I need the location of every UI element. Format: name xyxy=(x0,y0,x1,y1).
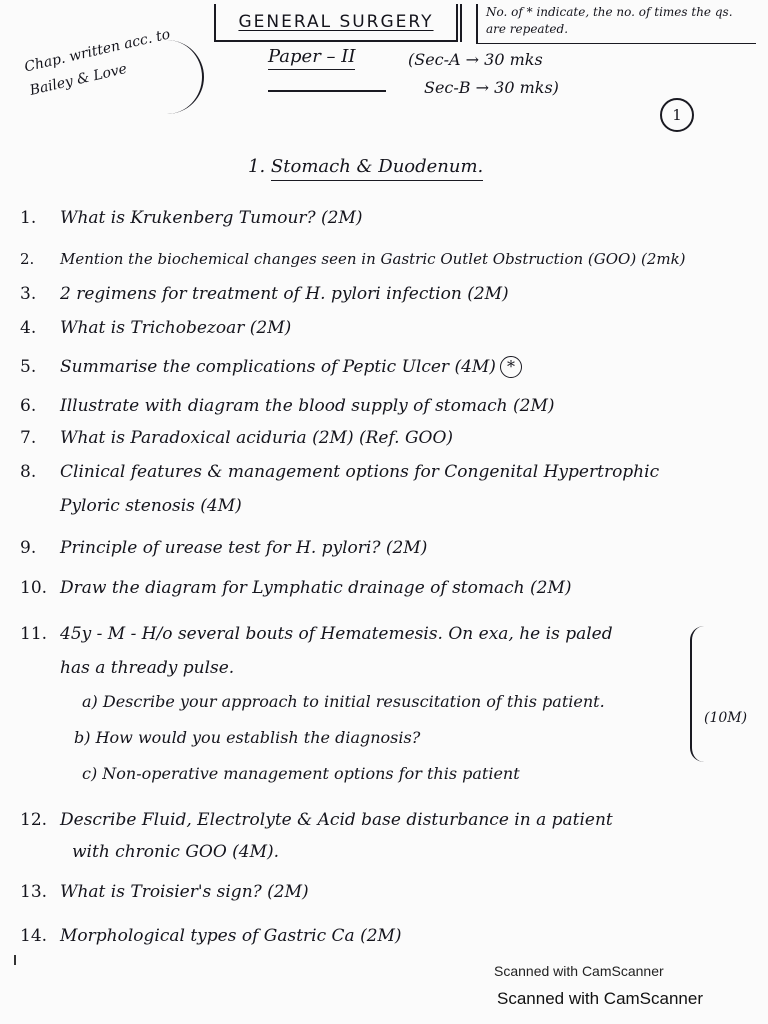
scanner-watermark-large: Scanned with CamScanner xyxy=(497,989,704,1008)
question-item: 2. Mention the biochemical changes seen in Gastric Outlet Obstruction (GOO) (2mk) xyxy=(20,250,686,268)
question-item: 10. Draw the diagram for Lymphatic drainage of stomach (2M) xyxy=(20,578,572,598)
q11-part-a: a) Describe your approach to initial resuscitation of this patient. xyxy=(82,692,605,711)
question-continuation: Pyloric stenosis (4M) xyxy=(60,496,242,516)
q11-brace xyxy=(690,626,708,762)
question-item: 9. Principle of urease test for H. pylori? (2M) xyxy=(20,538,428,558)
repeat-note: No. of * indicate, the no. of times the qs. are repeated. xyxy=(476,4,756,44)
question-continuation: with chronic GOO (4M). xyxy=(72,842,280,862)
question-item: 12. Describe Fluid, Electrolyte & Acid base disturbance in a patient xyxy=(20,810,613,830)
question-item: 6. Illustrate with diagram the blood supply of stomach (2M) xyxy=(20,396,555,416)
reference-note: Chap. written acc. to Bailey & Love xyxy=(22,26,172,99)
section-b-marks: Sec-B → 30 mks) xyxy=(424,78,559,97)
question-item: 3. 2 regimens for treatment of H. pylori infection (2M) xyxy=(20,284,509,304)
page-number: 1 xyxy=(660,98,694,132)
scanner-watermark-small: Scanned with CamScanner xyxy=(494,963,664,979)
q11-part-b: b) How would you establish the diagnosis? xyxy=(74,728,421,747)
question-item: 13. What is Troisier's sign? (2M) xyxy=(20,882,309,902)
question-item: 7. What is Paradoxical aciduria (2M) (Ref. GOO) xyxy=(20,428,454,448)
question-item: 8. Clinical features & management options for Congenital Hypertrophic xyxy=(20,462,660,482)
section-title: Stomach & Duodenum. xyxy=(271,156,483,181)
page-title: GENERAL SURGERY xyxy=(238,12,434,32)
section-number: 1. xyxy=(248,156,266,177)
question-item: 14. Morphological types of Gastric Ca (2M) xyxy=(20,926,402,946)
page-title-box xyxy=(214,4,458,42)
section-a-marks: (Sec-A → 30 mks xyxy=(408,50,543,69)
margin-mark xyxy=(14,955,16,965)
question-item: 1. What is Krukenberg Tumour? (2M) xyxy=(20,208,363,228)
paper-label: Paper – II xyxy=(268,46,355,70)
q11-part-c: c) Non-operative management options for this patient xyxy=(82,764,520,783)
question-item: 11. 45y - M - H/o several bouts of Hematemesis. On exa, he is paled xyxy=(20,624,613,644)
question-item: 5. Summarise the complications of Peptic Ulcer (4M) * xyxy=(20,356,522,378)
q11-marks: (10M) xyxy=(704,710,748,726)
question-continuation: has a thready pulse. xyxy=(60,658,235,678)
paper-underline xyxy=(268,90,386,92)
repeat-star-icon: * xyxy=(500,356,522,378)
section-heading xyxy=(248,156,483,177)
title-divider xyxy=(460,4,462,42)
question-item: 4. What is Trichobezoar (2M) xyxy=(20,318,292,338)
